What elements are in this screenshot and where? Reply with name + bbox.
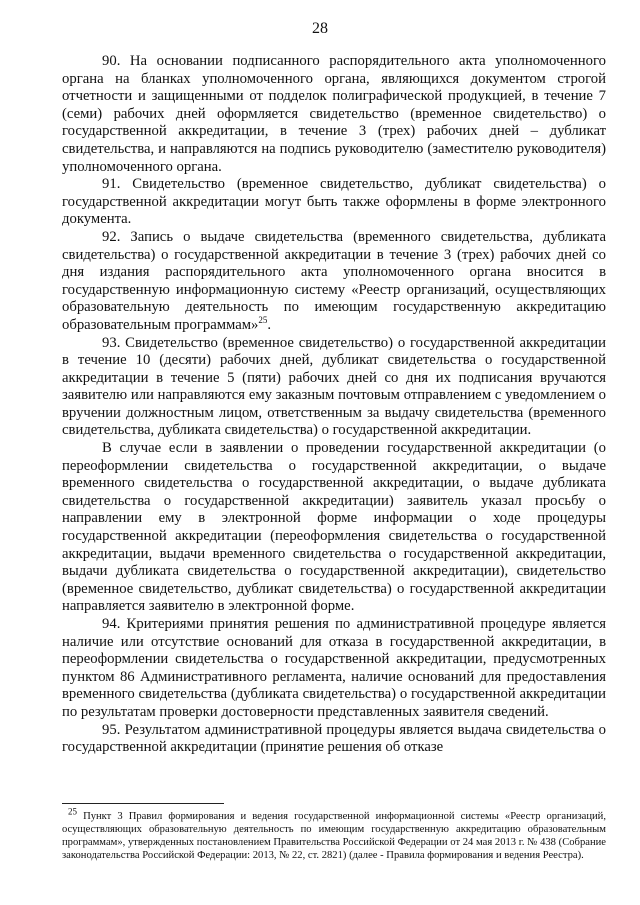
paragraph-91: 91. Свидетельство (временное свидетельство, дубликат свидетельства) о государственной аккредитации могут быть также оформлены в форме электронного документа. — [62, 176, 606, 228]
paragraph-90: 90. На основании подписанного распорядительного акта уполномоченного органа на бланках уполномоченного органа, являющихся документом строгой отчетности и защищенными от подделок полиграфической продукцией, в течение 7 (семи) рабочих дней оформляется свидетельство (временное свидетельство) о государственной аккредитации, в течение 3 (трех) рабочих дней – дубликат свидетельства, и направляются на подпись руководителю (заместителю руководителя) уполномоченного органа. — [62, 53, 606, 175]
paragraph-93: 93. Свидетельство (временное свидетельство) о государственной аккредитации в течение 10 (десяти) рабочих дней, дубликат свидетельства о государственной аккредитации в течение 5 (пяти) рабочих дней со дня их подписания вручаются заявителю или направляются ему заказным почтовым отправлением с уведомлением о вручении должностным лицом, ответственным за выдачу свидетельства (временного свидетельства, дубликата свидетельства) о государственной аккредитации. — [62, 334, 606, 439]
paragraph-93-continued: В случае если в заявлении о проведении государственной аккредитации (о переоформлении свидетельства о государственной аккредитации, о выдаче временного свидетельства о государственной аккредитации, о выдаче дубликата свидетельства о государственной аккредитации) заявитель указал просьбу о направлении ему в электронной форме информации о ходе процедуры государственной аккредитации (переоформления свидетельства о государственной аккредитации, выдачи временного свидетельства о государственной аккредитации, выдачи дубликата свидетельства о государственной аккредитации), свидетельство (временное свидетельство, дубликат свидетельства) о государственной аккредитации направляется заявителю в электронной форме. — [62, 440, 606, 615]
paragraph-92 — [62, 229, 606, 335]
footnote-text: Пункт 3 Правил формирования и ведения государственной информационной системы «Реестр организаций, осуществляющих образовательную деятельность по имеющим государственную аккредитацию образовательным программам», утвержденных постановлением Правительства Российской Федерации от 24 мая 2013 г. № 438 (Собрание законодательства Российской Федерации: 2013, № 22, ст. 2821) (далее - Правила формирования и ведения Реестра). — [62, 811, 606, 861]
page-number: 28 — [312, 20, 328, 37]
paragraph-94: 94. Критериями принятия решения по административной процедуре является наличие или отсутствие оснований для отказа в государственной аккредитации, в переоформлении свидетельства о государственной аккредитации, предусмотренных пунктом 86 Административного регламента, наличие оснований для предоставления временного свидетельства (дубликата свидетельства) о государственной аккредитации по результатам проверки достоверности представленных заявителя сведений. — [62, 616, 606, 720]
footnote-divider — [62, 803, 224, 804]
paragraph-95: 95. Результатом административной процедуры является выдача свидетельства о государственной аккредитации (принятие решения об отказе — [62, 721, 606, 756]
footnote — [62, 806, 606, 862]
footnote-reference: 25 — [258, 315, 268, 326]
footnote-number: 25 — [68, 806, 77, 817]
document-body — [62, 53, 606, 757]
paragraph-92-text: 92. Запись о выдаче свидетельства (временного свидетельства, дубликата свидетельства) о государственной аккредитации в течение 3 (трех) рабочих дней со дня издания распорядительного акта уполномоченного органа вносится в государственную информационную систему «Реестр организаций, осуществляющих образовательную деятельность по имеющим государственную аккредитацию образовательным программам» — [62, 228, 606, 333]
paragraph-92-tail: . — [267, 316, 272, 333]
